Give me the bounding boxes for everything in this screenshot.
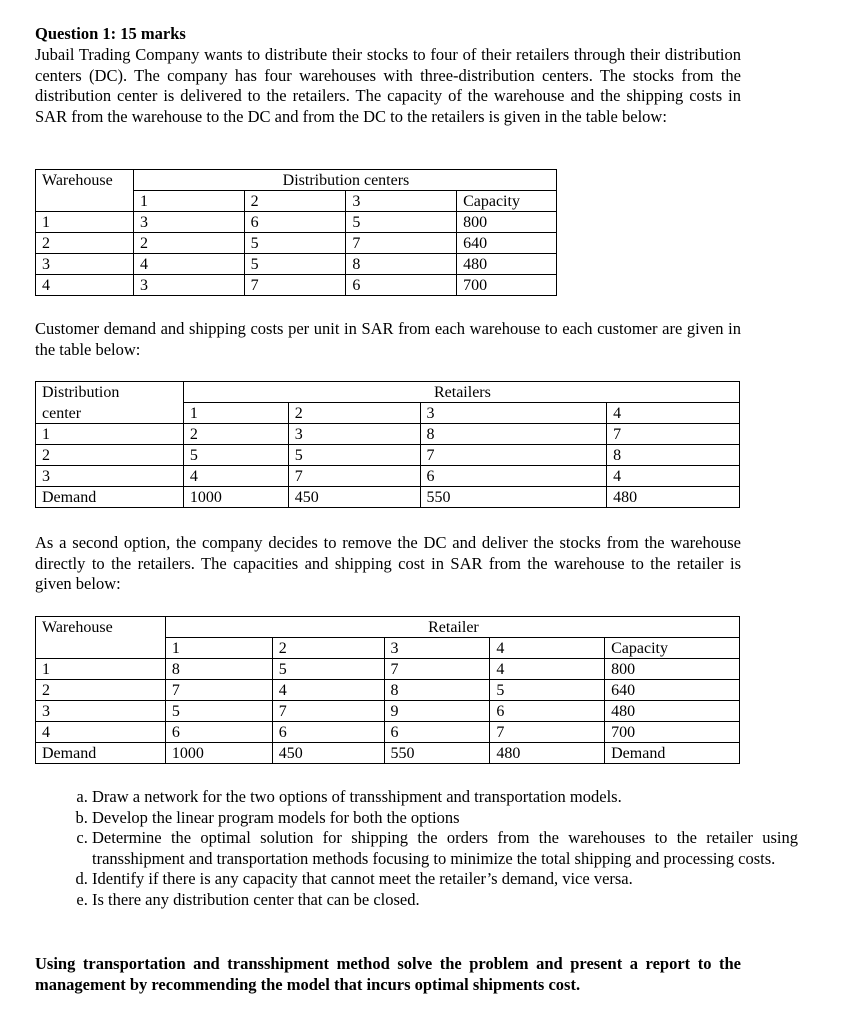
table3-col: 1 [165,638,272,659]
table1-col: 3 [346,191,457,212]
cell: 4 [607,466,740,487]
table-row [36,254,557,275]
cell: 7 [244,275,346,296]
table1-corner: Warehouse [36,170,134,212]
cell: 640 [605,680,740,701]
cell: 2 [133,233,244,254]
cell: 4 [36,275,134,296]
cell: 7 [165,680,272,701]
cell: 450 [288,487,420,508]
table3-col: 2 [272,638,384,659]
cell: 6 [420,466,607,487]
warehouse-dc-table [35,169,557,296]
cell: 4 [272,680,384,701]
cell: 5 [244,233,346,254]
table2-col: 4 [607,403,740,424]
paragraph-3: As a second option, the company decides to remove the DC and deliver the stocks from the warehouse directly to the retailers. The capacities and shipping cost in SAR from the warehouse to the retailer is given below: [35,533,741,593]
cell: 4 [490,659,605,680]
cell: 480 [490,743,605,764]
table1-col: 2 [244,191,346,212]
cell: 8 [165,659,272,680]
cell: 550 [384,743,490,764]
cell: 5 [183,445,288,466]
cell: 3 [288,424,420,445]
cell: 7 [384,659,490,680]
cell: 800 [605,659,740,680]
cell: 480 [605,701,740,722]
cell: 2 [36,680,166,701]
cell: 6 [346,275,457,296]
cell: 7 [607,424,740,445]
paragraph-2: Customer demand and shipping costs per unit in SAR from each warehouse to each customer are given in the table below: [35,319,741,359]
intro-paragraph: Jubail Trading Company wants to distribute their stocks to four of their retailers through their distribution centers (DC). The company has four warehouses with three-distribution centers. The stocks from the distribution center is delivered to the retailers. The capacity of the warehouse and the shipping costs in SAR from the warehouse to the DC and from the DC to the retailers is given in the table below: [35,45,741,126]
cell: 8 [607,445,740,466]
cell: 2 [183,424,288,445]
cell: 5 [165,701,272,722]
cell: 640 [457,233,557,254]
cell: 7 [272,701,384,722]
table3-col: 3 [384,638,490,659]
table3-col: Capacity [605,638,740,659]
cell: 5 [288,445,420,466]
task-item: c. Determine the optimal solution for shipping the orders from the warehouses to the retailer using transshipment and transportation methods focusing to minimize the total shipping and processing costs. [92,828,798,869]
task-item: e. Is there any distribution center that can be closed. [92,890,798,911]
cell: 550 [420,487,607,508]
cell: 6 [272,722,384,743]
final-instruction: Using transportation and transshipment method solve the problem and present a report to the management by recommending the model that incurs optimal shipments cost. [35,954,741,994]
cell: 700 [457,275,557,296]
cell: Demand [36,743,166,764]
cell: 2 [36,233,134,254]
table3-group-header: Retailer [165,617,739,638]
table-row [36,445,740,466]
table-row [36,487,740,508]
cell: 800 [457,212,557,233]
cell: 7 [420,445,607,466]
table1-col: 1 [133,191,244,212]
table-row [36,701,740,722]
table-row [36,743,740,764]
cell: 9 [384,701,490,722]
table3-corner: Warehouse [36,617,166,659]
table1-group-header: Distribution centers [133,170,556,191]
cell: 8 [346,254,457,275]
cell: 3 [36,701,166,722]
table3-col: 4 [490,638,605,659]
warehouse-retailer-table [35,616,740,764]
cell: 480 [457,254,557,275]
cell: 3 [36,254,134,275]
task-item: a. Draw a network for the two options of transshipment and transportation models. [92,787,798,808]
cell: 6 [244,212,346,233]
table2-corner-line2: center [36,403,184,424]
cell: 5 [490,680,605,701]
cell: 450 [272,743,384,764]
table-row [36,275,557,296]
cell: 7 [288,466,420,487]
cell: 1 [36,212,134,233]
cell: 5 [346,212,457,233]
table-row [36,466,740,487]
task-item: b. Develop the linear program models for both the options [92,808,798,829]
cell: 1000 [183,487,288,508]
table-row [36,233,557,254]
table2-col: 1 [183,403,288,424]
cell: 7 [346,233,457,254]
cell: 7 [490,722,605,743]
cell: 5 [272,659,384,680]
table-row [36,680,740,701]
table-row [36,212,557,233]
cell: 8 [384,680,490,701]
task-item: d. Identify if there is any capacity that cannot meet the retailer’s demand, vice versa. [92,869,798,890]
question-title: Question 1: 15 marks [35,24,186,43]
cell: 3 [133,275,244,296]
table2-group-header: Retailers [183,382,739,403]
cell: 4 [133,254,244,275]
cell: 1 [36,424,184,445]
cell: 6 [490,701,605,722]
table-row [36,424,740,445]
table2-col: 3 [420,403,607,424]
cell: 6 [384,722,490,743]
cell: 6 [165,722,272,743]
task-list [35,787,798,910]
cell: Demand [36,487,184,508]
cell: 2 [36,445,184,466]
cell: 4 [36,722,166,743]
cell: 1 [36,659,166,680]
cell: 1000 [165,743,272,764]
dc-retailer-table [35,381,740,508]
cell: 3 [133,212,244,233]
table2-col: 2 [288,403,420,424]
table-row [36,722,740,743]
cell: Demand [605,743,740,764]
cell: 3 [36,466,184,487]
cell: 5 [244,254,346,275]
cell: 480 [607,487,740,508]
cell: 700 [605,722,740,743]
table2-corner-line1: Distribution [36,382,184,403]
cell: 4 [183,466,288,487]
table-row [36,659,740,680]
cell: 8 [420,424,607,445]
table1-col: Capacity [457,191,557,212]
